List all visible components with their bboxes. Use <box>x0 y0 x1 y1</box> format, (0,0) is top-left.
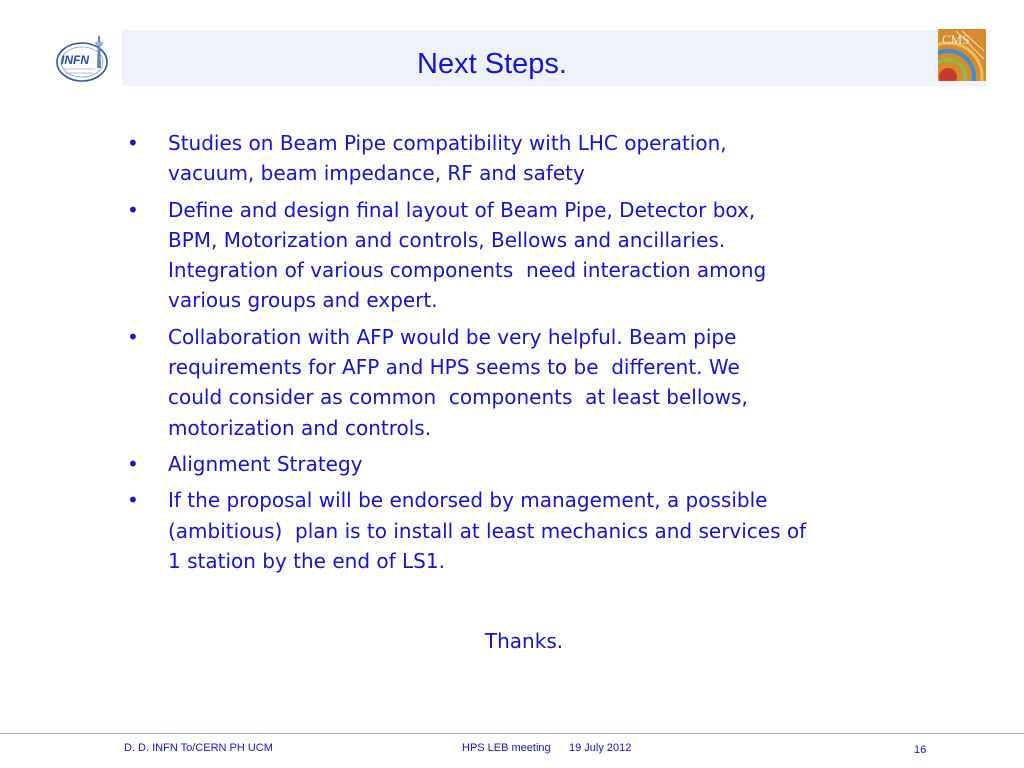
closing-text: Thanks. <box>484 629 564 653</box>
bullet-line: If the proposal will be endorsed by management, a possible <box>168 488 768 513</box>
bullet-dot-icon: • <box>127 131 139 155</box>
bullet-line: Studies on Beam Pipe compatibility with LHC operation, <box>168 131 727 155</box>
bullet-line: could consider as common components at least bellows, <box>168 385 748 410</box>
bullet-line: Alignment Strategy <box>168 451 363 476</box>
infn-logo-icon <box>55 28 113 84</box>
bullet-line: 1 station by the end of LS1. <box>168 548 445 573</box>
bullet-dot-icon: • <box>127 451 139 476</box>
bullet-line: BPM, Motorization and controls, Bellows and ancillaries. <box>168 227 726 252</box>
bullet-dot-icon: • <box>127 197 139 222</box>
bullet-item <box>124 195 944 316</box>
bullet-line: motorization and controls. <box>168 415 432 440</box>
footer-author: D. D. INFN To/CERN PH UCM <box>124 742 273 754</box>
slide-title: Next Steps. <box>417 48 567 80</box>
bullet-dot-icon: • <box>127 488 139 513</box>
bullet-line: Integration of various components need interaction among <box>168 258 767 283</box>
bullet-line: vacuum, beam impedance, RF and safety <box>168 161 585 186</box>
bullet-line: Collaboration with AFP would be very helpful. Beam pipe <box>168 324 737 349</box>
footer-rule <box>0 733 1024 734</box>
bullet-dot-icon: • <box>127 324 139 349</box>
bullet-line: (ambitious) plan is to install at least mechanics and services of <box>168 518 807 543</box>
bullet-line: various groups and expert. <box>168 288 438 313</box>
bullet-item <box>124 128 944 189</box>
page-number: 16 <box>914 744 927 756</box>
bullet-item <box>124 449 944 479</box>
infn-logo-text: INFN <box>61 53 89 67</box>
bullet-line: requirements for AFP and HPS seems to be different. We <box>168 355 740 380</box>
footer-event: HPS LEB meeting 19 July 2012 <box>462 742 632 754</box>
bullet-line: Define and design final layout of Beam Pipe, Detector box, <box>168 197 756 222</box>
cms-logo-icon <box>938 29 986 81</box>
cms-logo-text: CMS <box>942 32 970 47</box>
bullet-item <box>124 322 944 443</box>
bullet-item <box>124 485 944 576</box>
bullet-list <box>124 128 944 582</box>
